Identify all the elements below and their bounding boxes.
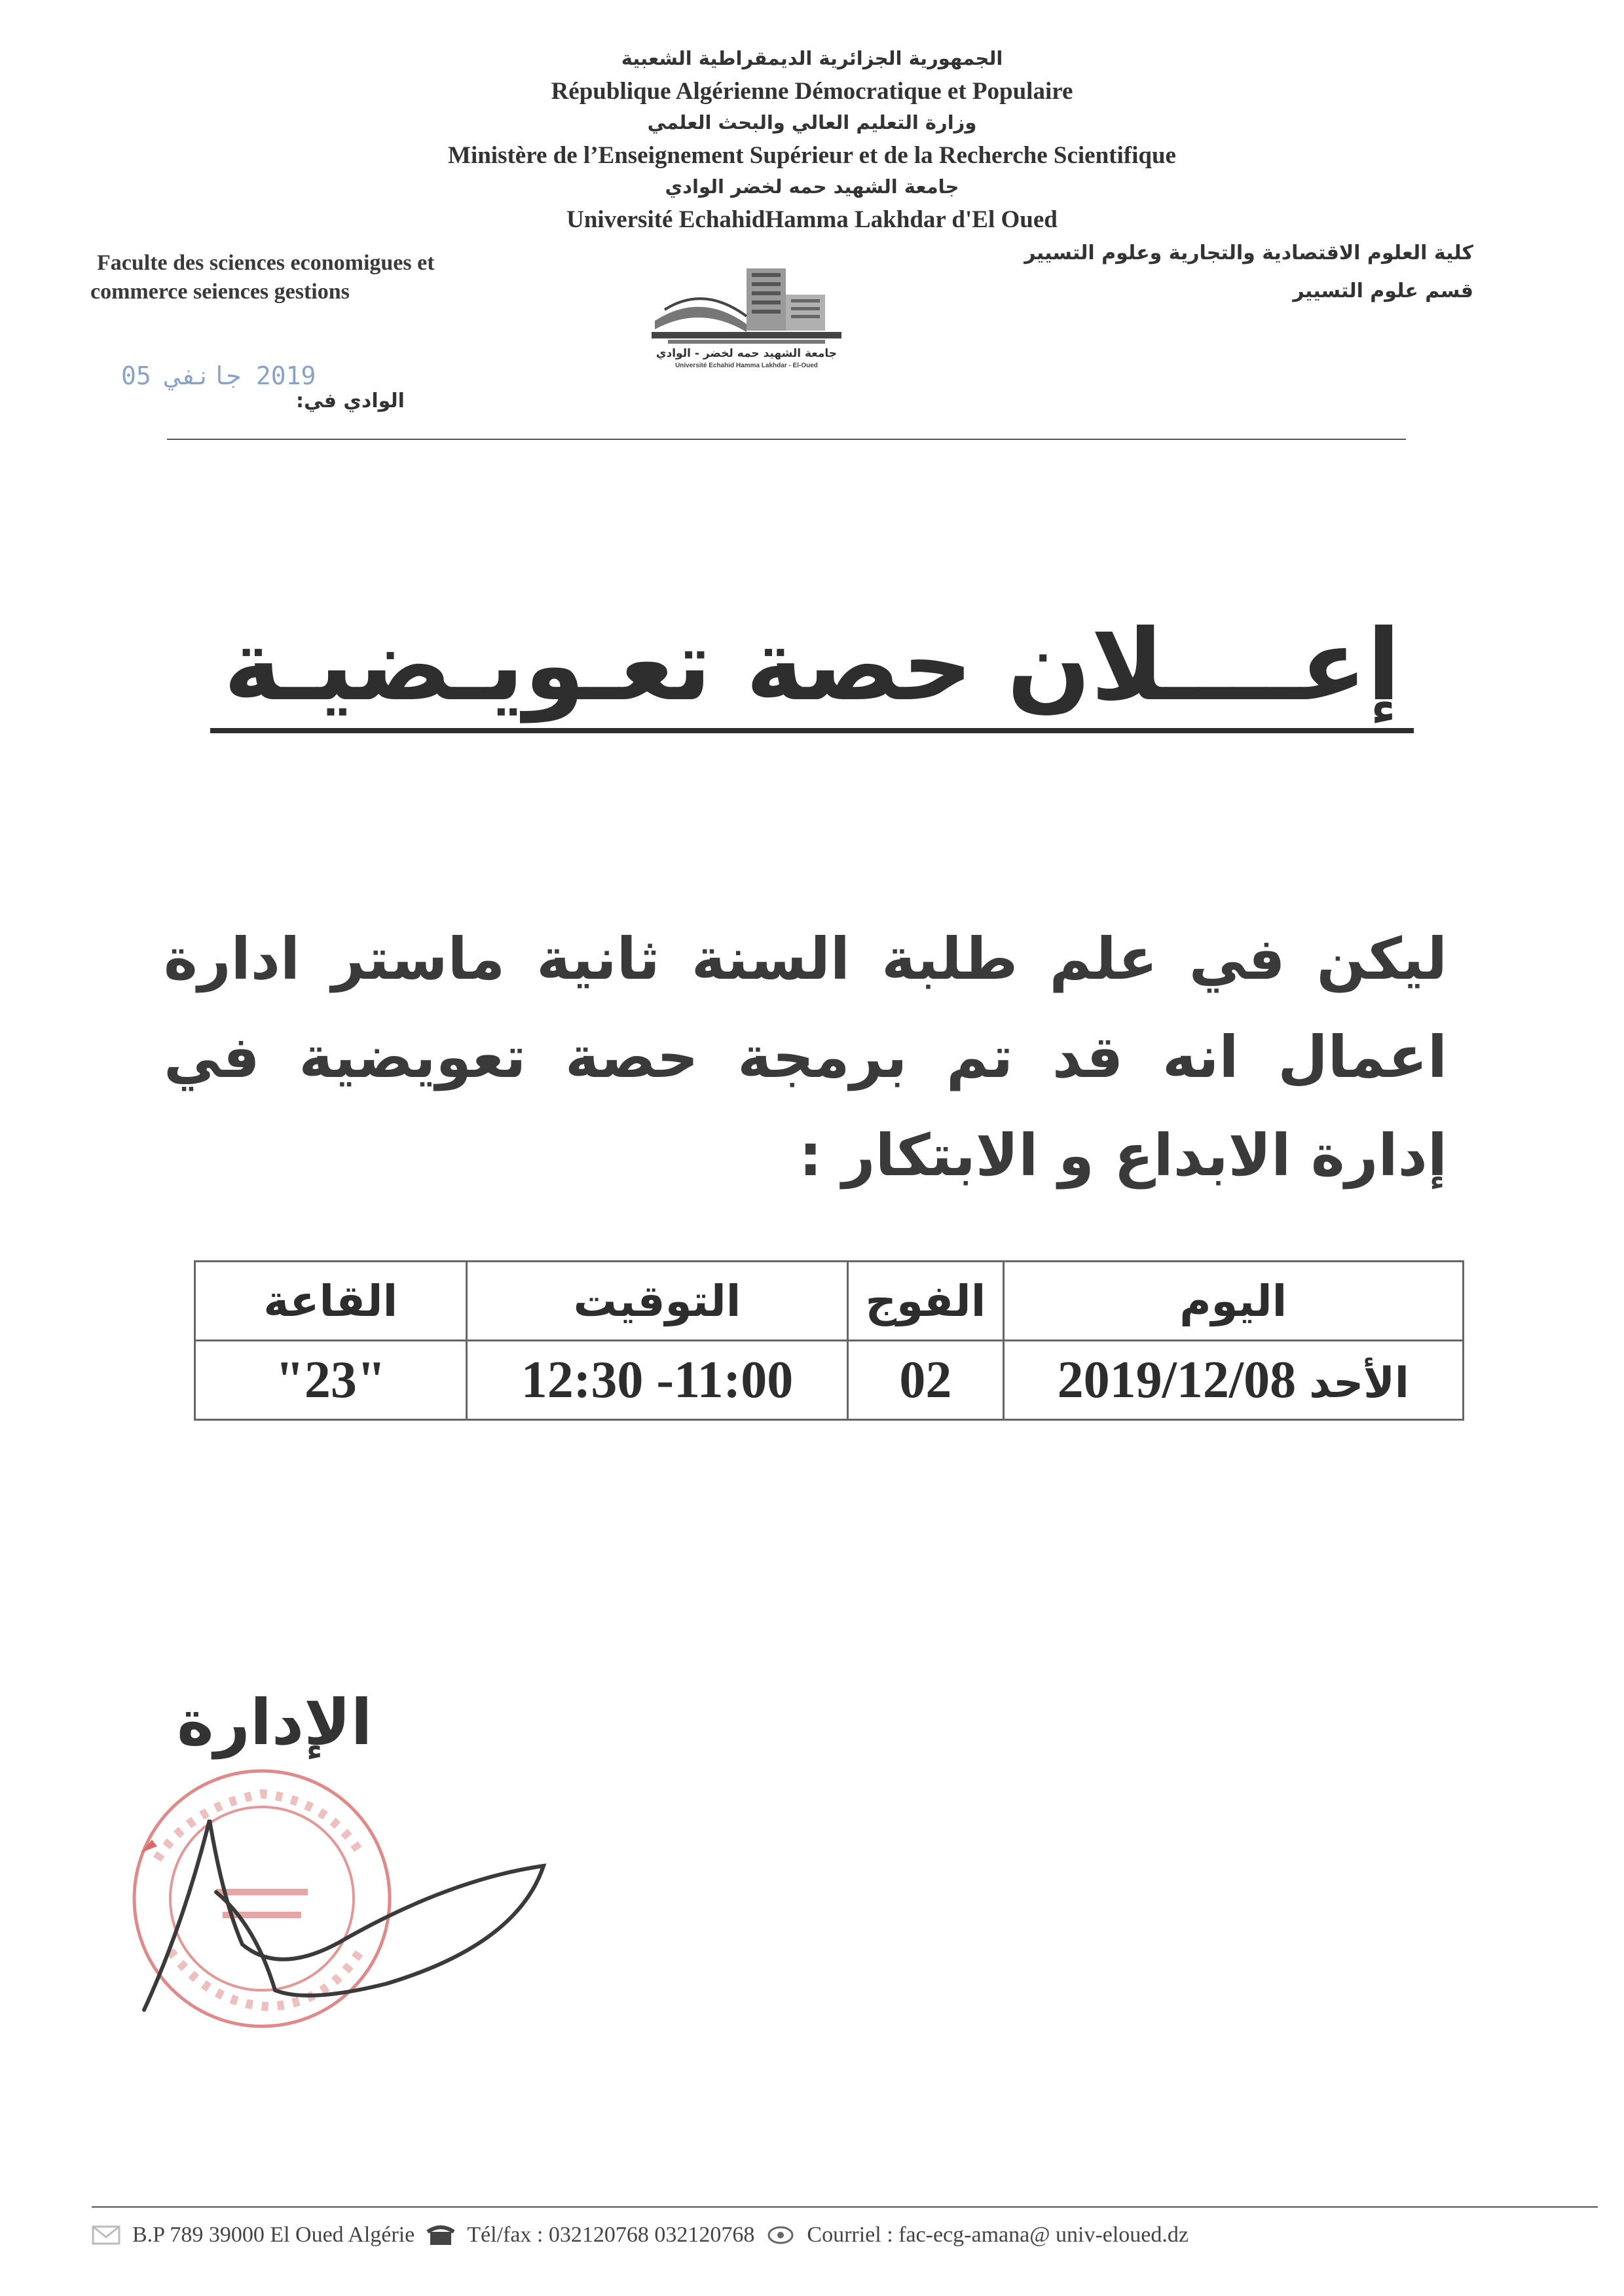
faculty-arabic-line1: كلية العلوم الاقتصادية والتجارية وعلوم التسيير: [1024, 242, 1473, 264]
header-room: القاعة: [195, 1262, 467, 1341]
footer-telfax: Tél/fax : 032120768 032120768: [467, 2223, 755, 2247]
date-stamp: 2019 جانفي 05: [121, 361, 316, 390]
time-value: 12:30 -11:00: [521, 1351, 794, 1409]
mail-icon: [92, 2224, 120, 2246]
cell-day: [1003, 1341, 1464, 1420]
official-stamp: [111, 1728, 570, 2072]
announcement-title-text: إعــــلان حصة تعـويـضيـة: [210, 609, 1413, 733]
schedule-header-row: [195, 1262, 1464, 1341]
ministry-french: Ministère de l’Enseignement Supérieur et de la Recherche Scientifique: [448, 142, 1176, 169]
administration-label: الإدارة: [177, 1686, 373, 1759]
header-group: الفوج: [848, 1262, 1003, 1341]
schedule-table: [194, 1260, 1464, 1421]
announcement-body: ليكن في علم طلبة السنة ثانية ماستر ادارة اعمال انه قد تم برمجة حصة تعويضية في إدارة الابداع و الابتكار :: [164, 925, 1447, 1189]
place-label: الوادي في:: [296, 390, 405, 412]
phone-icon: [426, 2224, 455, 2246]
faculty-french-line2: commerce seiences gestions: [90, 280, 350, 304]
ministry-arabic: وزارة التعليم العالي والبحث العلمي: [647, 111, 977, 134]
day-date: 2019/12/08: [1057, 1351, 1297, 1409]
republic-arabic: الجمهورية الجزائرية الديمقراطية الشعبية: [621, 47, 1003, 69]
department-arabic: قسم علوم التسيير: [1293, 280, 1473, 302]
schedule-data-row: [195, 1341, 1464, 1420]
university-french: Université EchahidHamma Lakhdar d'El Oued: [566, 206, 1058, 233]
header-day: اليوم: [1003, 1262, 1464, 1341]
republic-french: République Algérienne Démocratique et Populaire: [551, 78, 1073, 105]
day-name: الأحد: [1309, 1358, 1409, 1408]
cell-time: [466, 1341, 848, 1420]
university-arabic: جامعة الشهيد حمه لخضر الوادي: [665, 175, 959, 198]
footer-divider: [92, 2206, 1598, 2208]
email-icon: [766, 2224, 795, 2246]
room-value: "23": [275, 1351, 386, 1409]
university-logo: [642, 259, 851, 380]
header-time: التوقيت: [466, 1262, 848, 1341]
footer: [92, 2223, 1598, 2248]
group-value: 02: [899, 1351, 952, 1409]
footer-address: B.P 789 39000 El Oued Algérie: [132, 2223, 415, 2247]
cell-room: [195, 1341, 467, 1420]
footer-email: Courriel : fac-ecg-amana@ univ-eloued.dz: [807, 2223, 1189, 2247]
faculty-french-line1: Faculte des sciences economigues et: [97, 251, 435, 275]
stamp-and-signature-icon: [111, 1728, 570, 2069]
announcement-title: [0, 609, 1624, 723]
cell-group: [848, 1341, 1003, 1420]
header-divider: [167, 439, 1406, 440]
logo-caption-french: Université Echahid Hamma Lakhdar - El-Oued: [675, 362, 818, 369]
logo-caption-arabic: جامعة الشهيد حمه لخضر - الوادي: [655, 347, 838, 360]
